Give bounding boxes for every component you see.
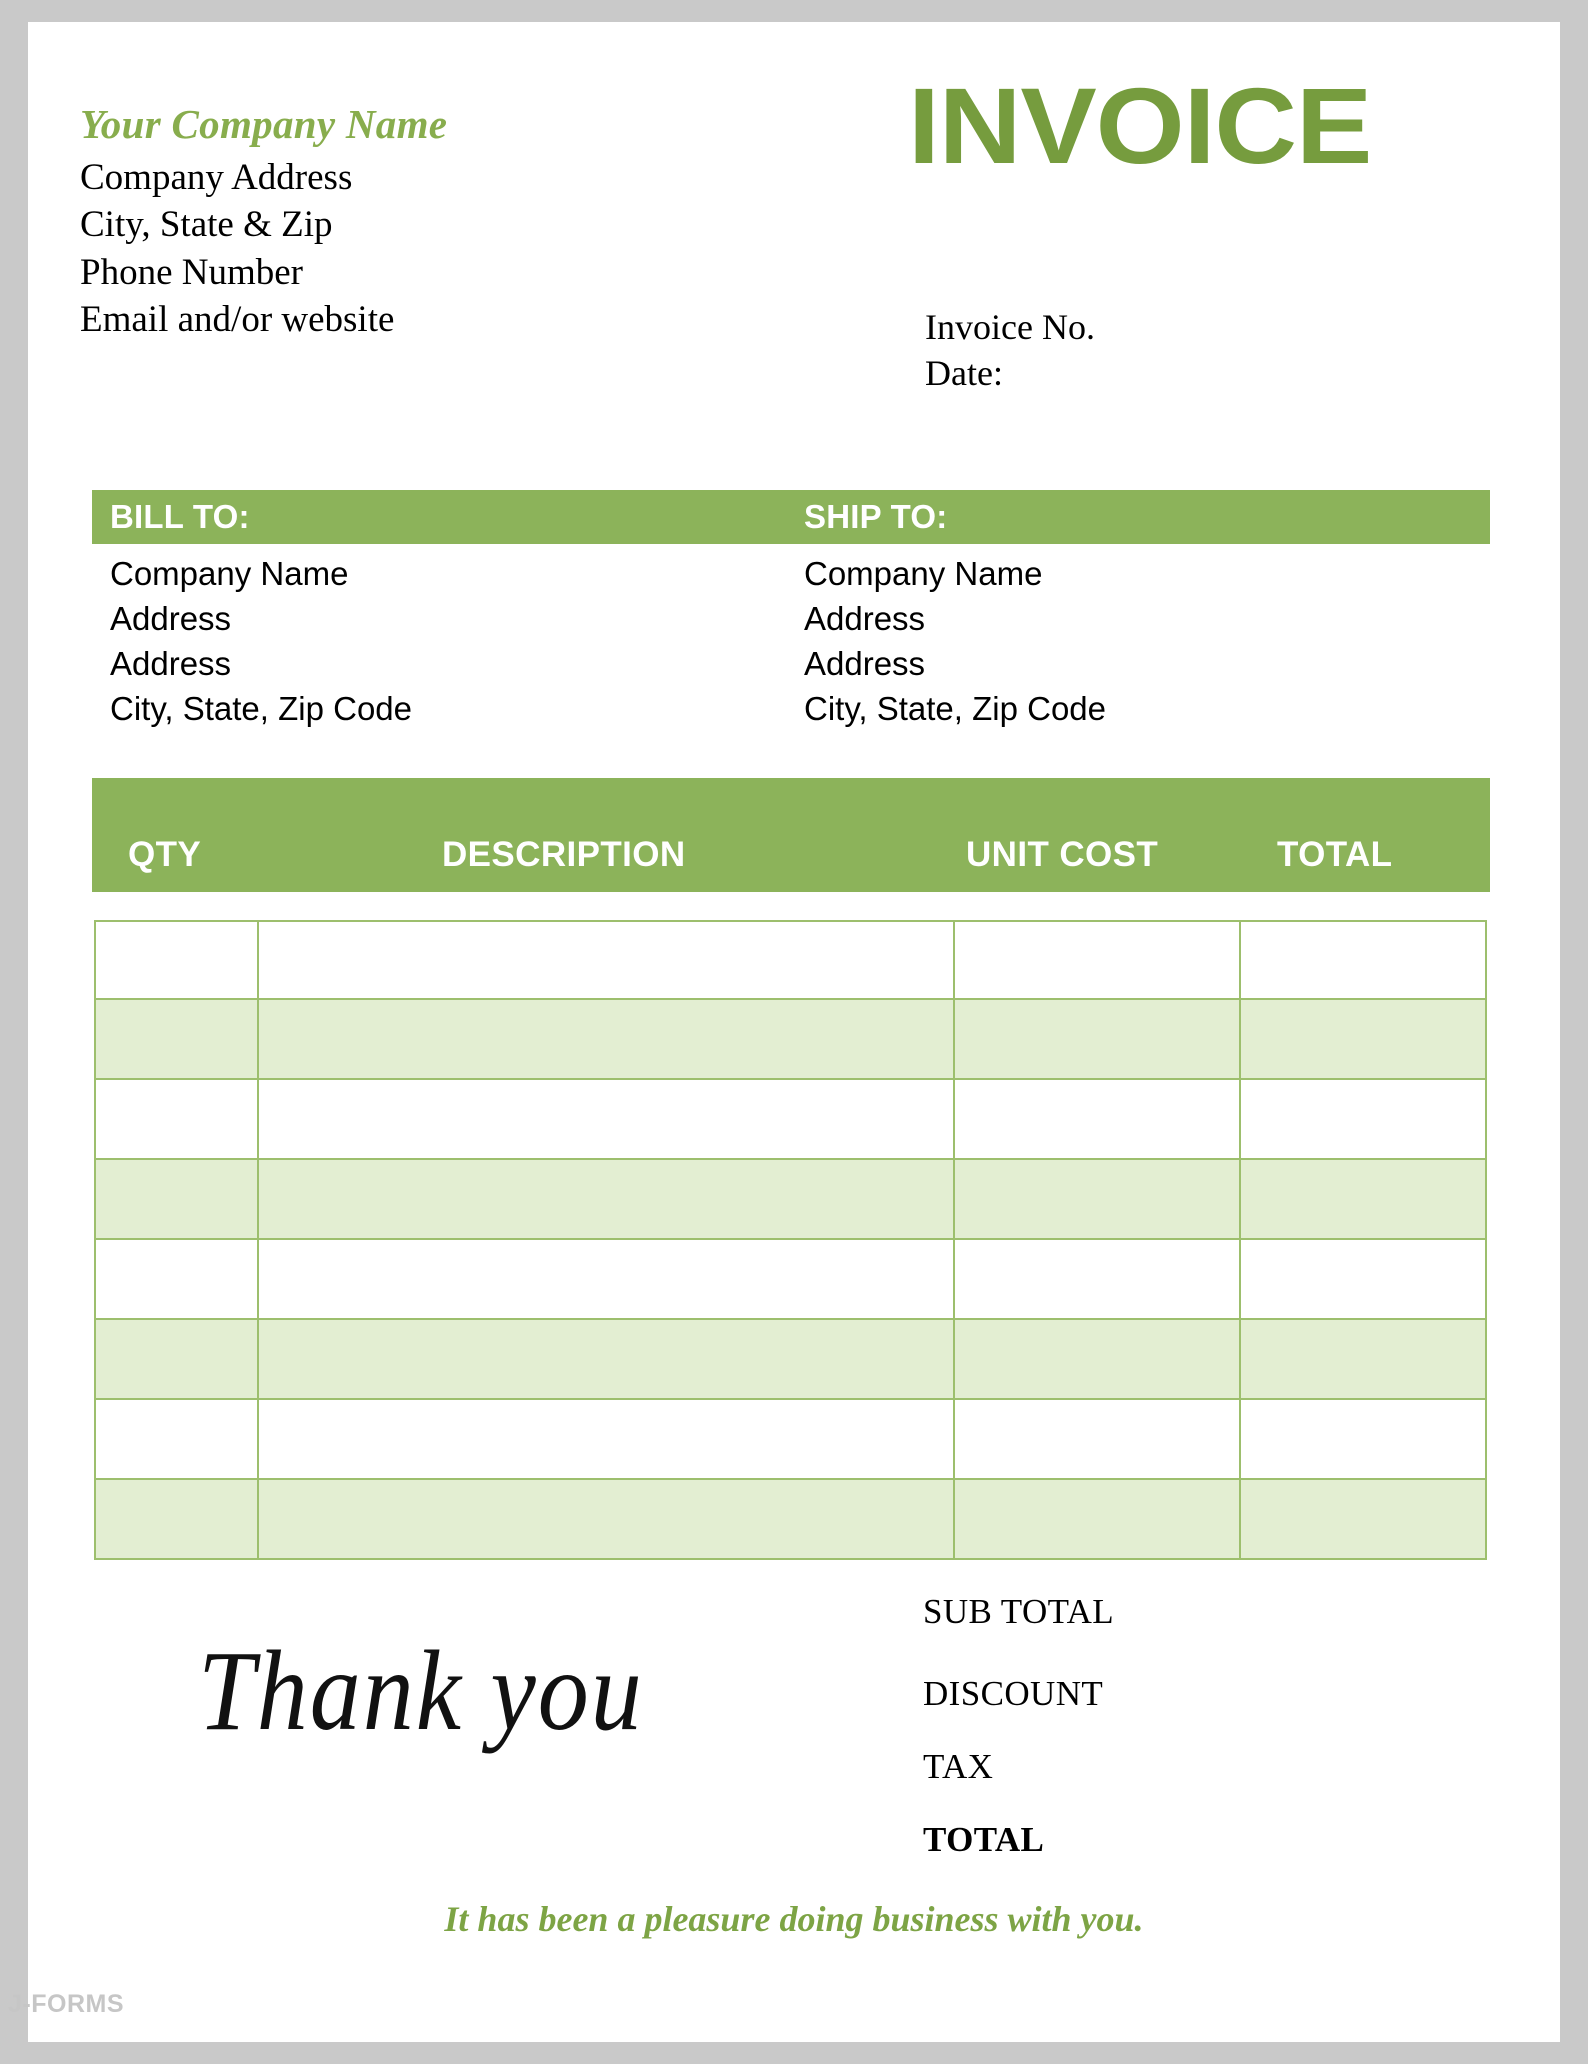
invoice-page bbox=[28, 22, 1560, 2042]
cell-qty[interactable] bbox=[96, 1080, 259, 1158]
cell-unit-cost[interactable] bbox=[955, 1320, 1242, 1398]
invoice-meta-block bbox=[925, 305, 1095, 396]
column-header-qty: QTY bbox=[128, 835, 202, 874]
thank-you-text: Thank you bbox=[198, 1628, 644, 1755]
column-header-total: TOTAL bbox=[1277, 835, 1393, 874]
cell-unit-cost[interactable] bbox=[955, 1240, 1242, 1318]
table-row[interactable] bbox=[94, 1080, 1487, 1160]
cell-unit-cost[interactable] bbox=[955, 922, 1242, 998]
bill-to-block bbox=[110, 552, 412, 732]
company-info-block bbox=[80, 100, 720, 343]
discount-label: DISCOUNT bbox=[923, 1674, 1104, 1713]
cell-description[interactable] bbox=[259, 1240, 955, 1318]
table-row[interactable] bbox=[94, 1320, 1487, 1400]
cell-qty[interactable] bbox=[96, 1320, 259, 1398]
cell-description[interactable] bbox=[259, 922, 955, 998]
company-email-website: Email and/or website bbox=[80, 299, 395, 341]
tax-label: TAX bbox=[923, 1747, 994, 1786]
page-title: INVOICE bbox=[908, 65, 1372, 186]
ship-to-line: Address bbox=[804, 599, 926, 637]
cell-total[interactable] bbox=[1241, 1480, 1485, 1558]
cell-total[interactable] bbox=[1241, 922, 1485, 998]
ship-to-block bbox=[804, 552, 1106, 732]
cell-unit-cost[interactable] bbox=[955, 1000, 1242, 1078]
sub-total-label: SUB TOTAL bbox=[923, 1592, 1115, 1631]
bill-to-line: Company Name bbox=[110, 555, 349, 592]
total-label: TOTAL bbox=[923, 1820, 1045, 1859]
cell-total[interactable] bbox=[1241, 1160, 1485, 1238]
cell-description[interactable] bbox=[259, 1400, 955, 1478]
table-row[interactable] bbox=[94, 1160, 1487, 1240]
bill-to-heading: BILL TO: bbox=[110, 498, 250, 535]
cell-unit-cost[interactable] bbox=[955, 1080, 1242, 1158]
cell-total[interactable] bbox=[1241, 1000, 1485, 1078]
cell-qty[interactable] bbox=[96, 1240, 259, 1318]
cell-description[interactable] bbox=[259, 1480, 955, 1558]
bill-to-line: Address bbox=[110, 644, 232, 682]
cell-qty[interactable] bbox=[96, 1480, 259, 1558]
cell-total[interactable] bbox=[1241, 1320, 1485, 1398]
table-row[interactable] bbox=[94, 1400, 1487, 1480]
line-items-table-header bbox=[92, 778, 1490, 892]
cell-qty[interactable] bbox=[96, 922, 259, 998]
column-header-description: DESCRIPTION bbox=[442, 835, 686, 874]
company-city-state-zip: City, State & Zip bbox=[80, 204, 333, 246]
footer-note: It has been a pleasure doing business with you. bbox=[444, 1899, 1144, 1939]
bill-to-line: Address bbox=[110, 599, 232, 637]
column-header-unit-cost: UNIT COST bbox=[966, 835, 1159, 874]
invoice-header bbox=[28, 22, 1560, 452]
bill-ship-heading-bar bbox=[92, 490, 1490, 544]
cell-description[interactable] bbox=[259, 1160, 955, 1238]
table-row[interactable] bbox=[94, 1240, 1487, 1320]
company-name: Your Company Name bbox=[80, 101, 448, 147]
cell-description[interactable] bbox=[259, 1080, 955, 1158]
bill-to-line: City, State, Zip Code bbox=[110, 689, 413, 727]
cell-description[interactable] bbox=[259, 1320, 955, 1398]
cell-qty[interactable] bbox=[96, 1400, 259, 1478]
table-row[interactable] bbox=[94, 1000, 1487, 1080]
ship-to-heading: SHIP TO: bbox=[804, 498, 948, 535]
cell-unit-cost[interactable] bbox=[955, 1160, 1242, 1238]
cell-total[interactable] bbox=[1241, 1240, 1485, 1318]
cell-unit-cost[interactable] bbox=[955, 1480, 1242, 1558]
cell-total[interactable] bbox=[1241, 1400, 1485, 1478]
cell-qty[interactable] bbox=[96, 1160, 259, 1238]
company-address: Company Address bbox=[80, 157, 353, 198]
table-row[interactable] bbox=[94, 1480, 1487, 1560]
table-row[interactable] bbox=[94, 920, 1487, 1000]
totals-block bbox=[923, 1592, 1393, 1860]
cell-description[interactable] bbox=[259, 1000, 955, 1078]
invoice-number-label: Invoice No. bbox=[925, 307, 1095, 347]
cell-qty[interactable] bbox=[96, 1000, 259, 1078]
line-items-table-body bbox=[94, 920, 1487, 1560]
invoice-date-label: Date: bbox=[925, 352, 1003, 393]
cell-unit-cost[interactable] bbox=[955, 1400, 1242, 1478]
ship-to-line: Company Name bbox=[804, 555, 1043, 592]
company-phone: Phone Number bbox=[80, 251, 303, 293]
cell-total[interactable] bbox=[1241, 1080, 1485, 1158]
ship-to-line: City, State, Zip Code bbox=[804, 689, 1107, 727]
watermark: J-FORMS bbox=[8, 1990, 124, 2018]
ship-to-line: Address bbox=[804, 644, 926, 682]
